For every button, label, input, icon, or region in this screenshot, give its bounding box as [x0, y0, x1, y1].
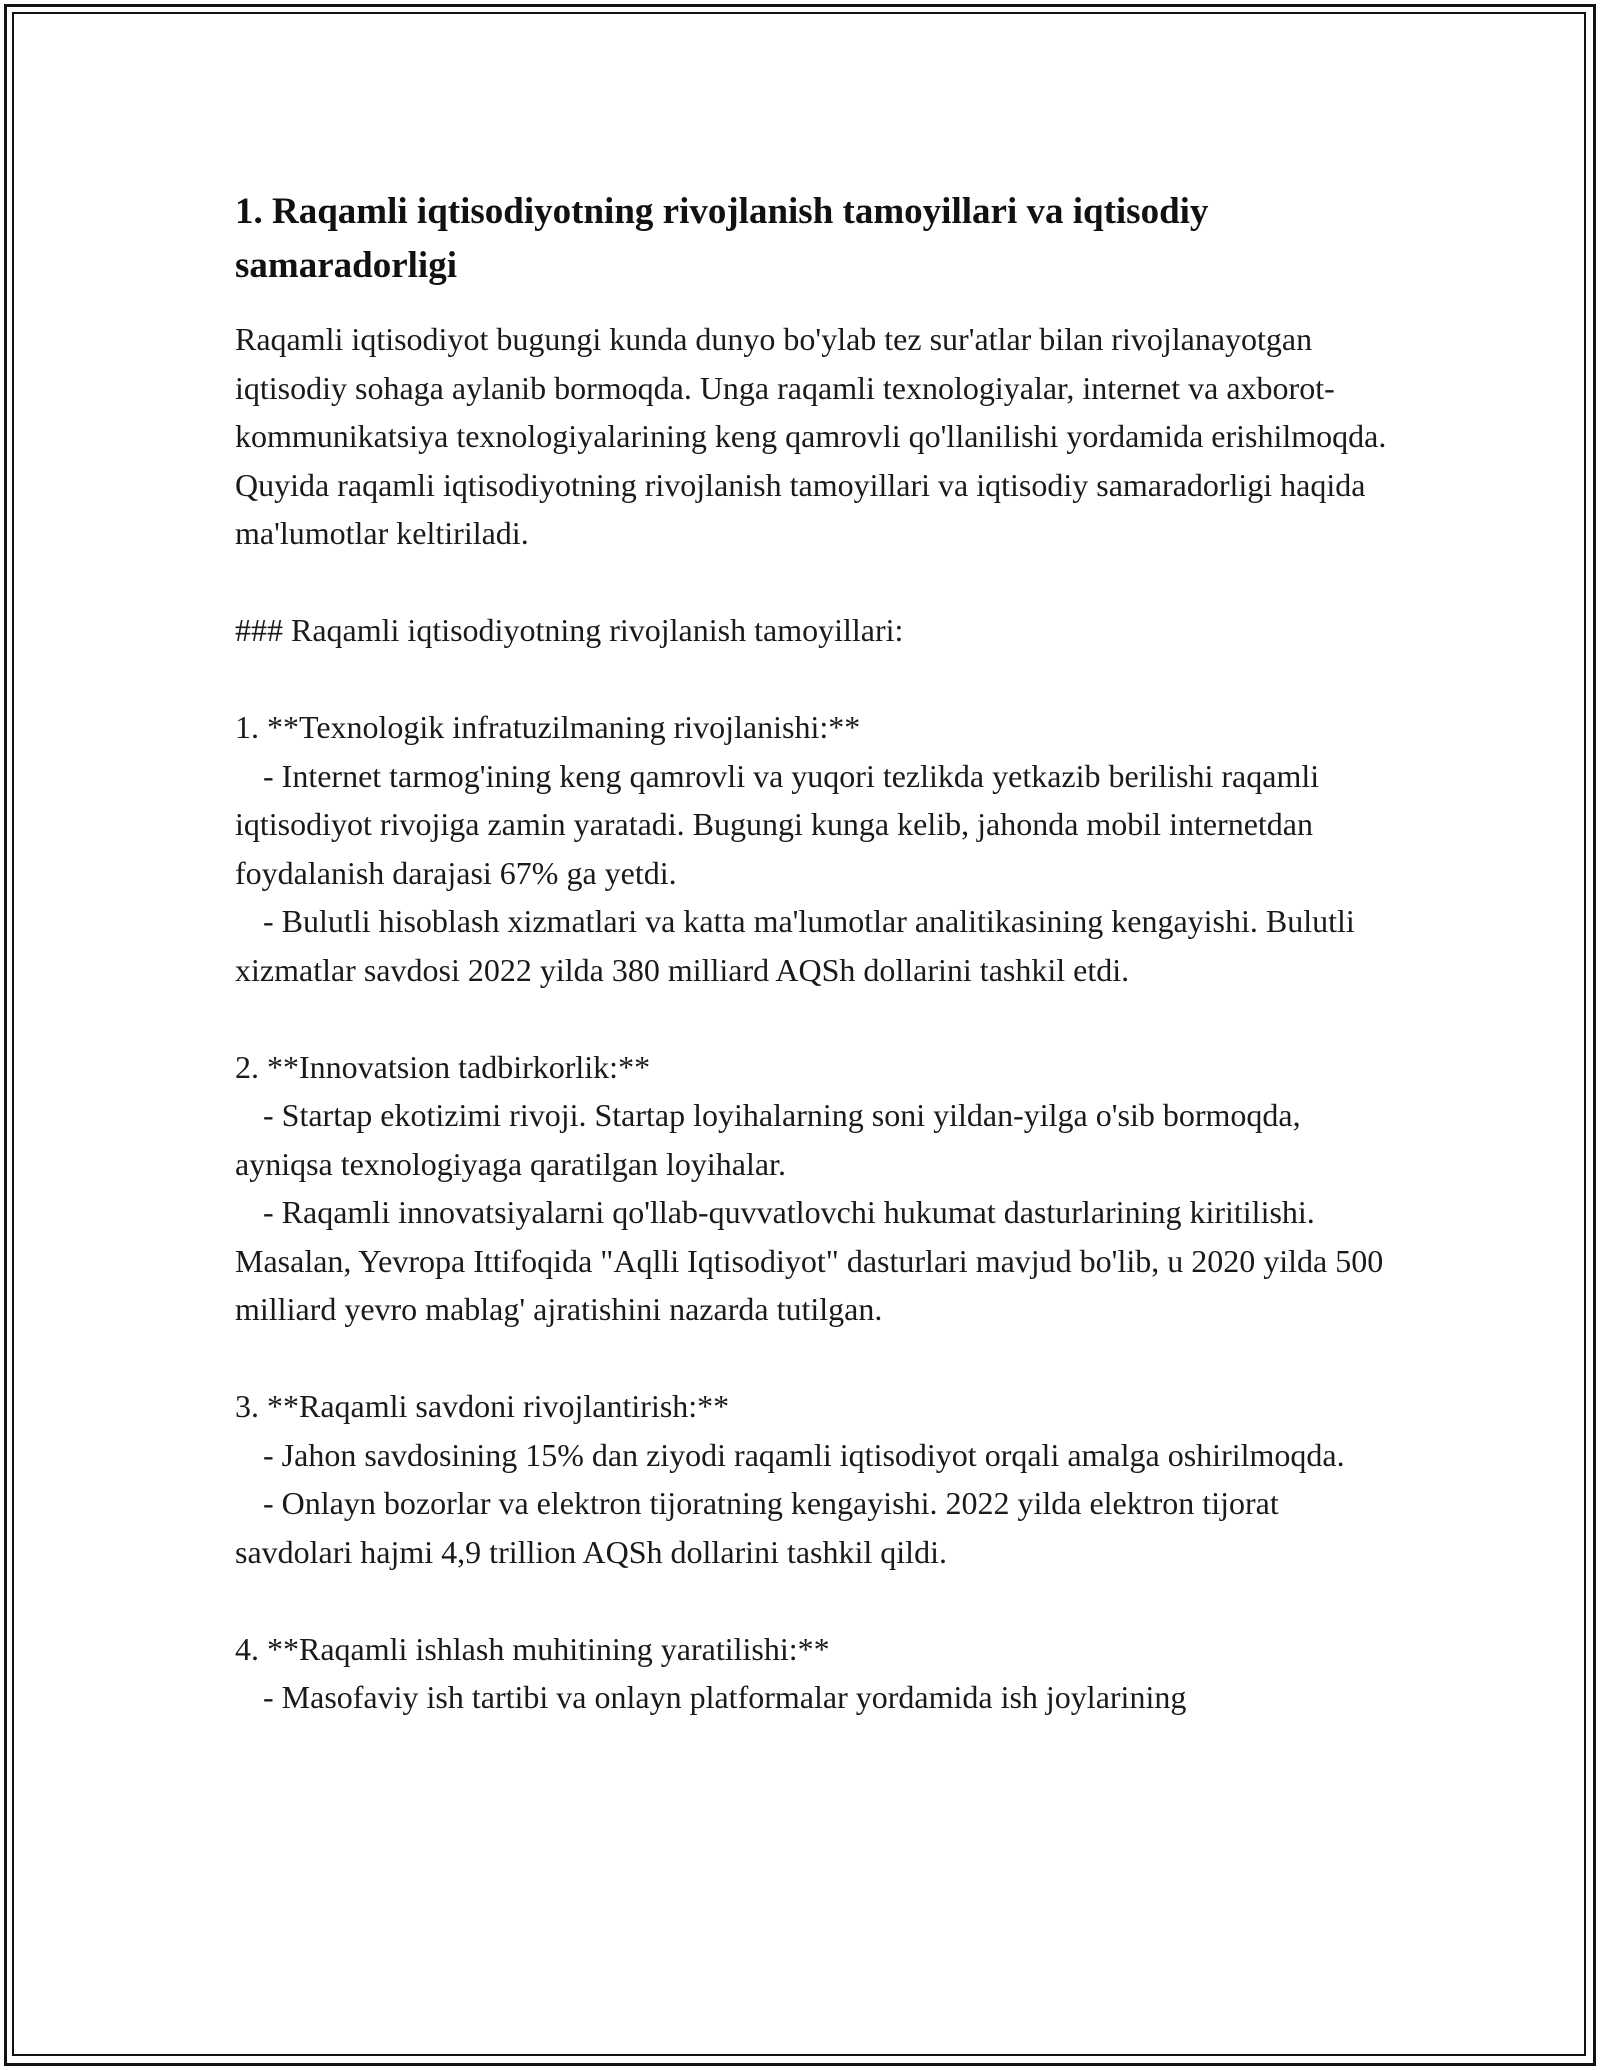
- item-point: - Raqamli innovatsiyalarni qo'llab-quvvatlovchi hukumat dasturlarining kiritilishi. Masalan, Yevropa Ittifoqida "Aqlli Iqtisodiyot" dasturlari mavjud bo'lib, u 2020 yilda 500 milliard yevro mablag' ajratishini nazarda tutilgan.: [235, 1194, 1384, 1327]
- spacer: [235, 994, 1395, 1043]
- item-point: - Masofaviy ish tartibi va onlayn platformalar yordamida ish joylarining: [263, 1679, 1187, 1715]
- spacer: [235, 558, 1395, 607]
- item-heading: 2. **Innovatsion tadbirkorlik:**: [235, 1048, 651, 1085]
- section-heading: ### Raqamli iqtisodiyotning rivojlanish tamoyillari:: [235, 612, 904, 648]
- item-point: - Internet tarmog'ining keng qamrovli va yuqori tezlikda yetkazib berilishi raqamli iqtisodiyot rivojiga zamin yaratadi. Bugungi kunga kelib, jahonda mobil internetdan foydalanish darajasi 67% ga yetdi.: [235, 757, 1320, 891]
- item-heading: 1. **Texnologik infratuzilmaning rivojlanishi:**: [235, 709, 861, 745]
- spacer: [235, 1334, 1395, 1383]
- document-body: [235, 185, 1395, 1722]
- item-point: - Jahon savdosining 15% dan ziyodi raqamli iqtisodiyot orqali amalga oshirilmoqda.: [263, 1436, 1345, 1473]
- spacer: [235, 1576, 1395, 1625]
- spacer: [235, 655, 1395, 704]
- item-heading: 4. **Raqamli ishlash muhitining yaratilishi:**: [235, 1630, 830, 1667]
- document-title: 1. Raqamli iqtisodiyotning rivojlanish tamoyillari va iqtisodiy samaradorligi: [235, 191, 1209, 286]
- item-point: - Onlayn bozorlar va elektron tijoratning kengayishi. 2022 yilda elektron tijorat savdolari hajmi 4,9 trillion AQSh dollarini tashkil qildi.: [235, 1485, 1279, 1570]
- item-heading: 3. **Raqamli savdoni rivojlantirish:**: [235, 1388, 730, 1424]
- item-point: - Startap ekotizimi rivoji. Startap loyihalarning soni yildan-yilga o'sib bormoqda, ayniqsa texnologiyaga qaratilgan loyihalar.: [235, 1097, 1301, 1182]
- intro-paragraph: Raqamli iqtisodiyot bugungi kunda dunyo bo'ylab tez sur'atlar bilan rivojlanayotgan iqtisodiy sohaga aylanib bormoqda. Unga raqamli texnologiyalar, internet va axborot-kommunikatsiya texnologiyalarining keng qamrovli qo'llanilishi yordamida erishilmoqda. Quyida raqamli iqtisodiyotning rivojlanish tamoyillari va iqtisodiy samaradorligi haqida ma'lumotlar keltiriladi.: [235, 321, 1387, 551]
- item-point: - Bulutli hisoblash xizmatlari va katta ma'lumotlar analitikasining kengayishi. Bulutli xizmatlar savdosi 2022 yilda 380 milliard AQSh dollarini tashkil etdi.: [235, 903, 1355, 988]
